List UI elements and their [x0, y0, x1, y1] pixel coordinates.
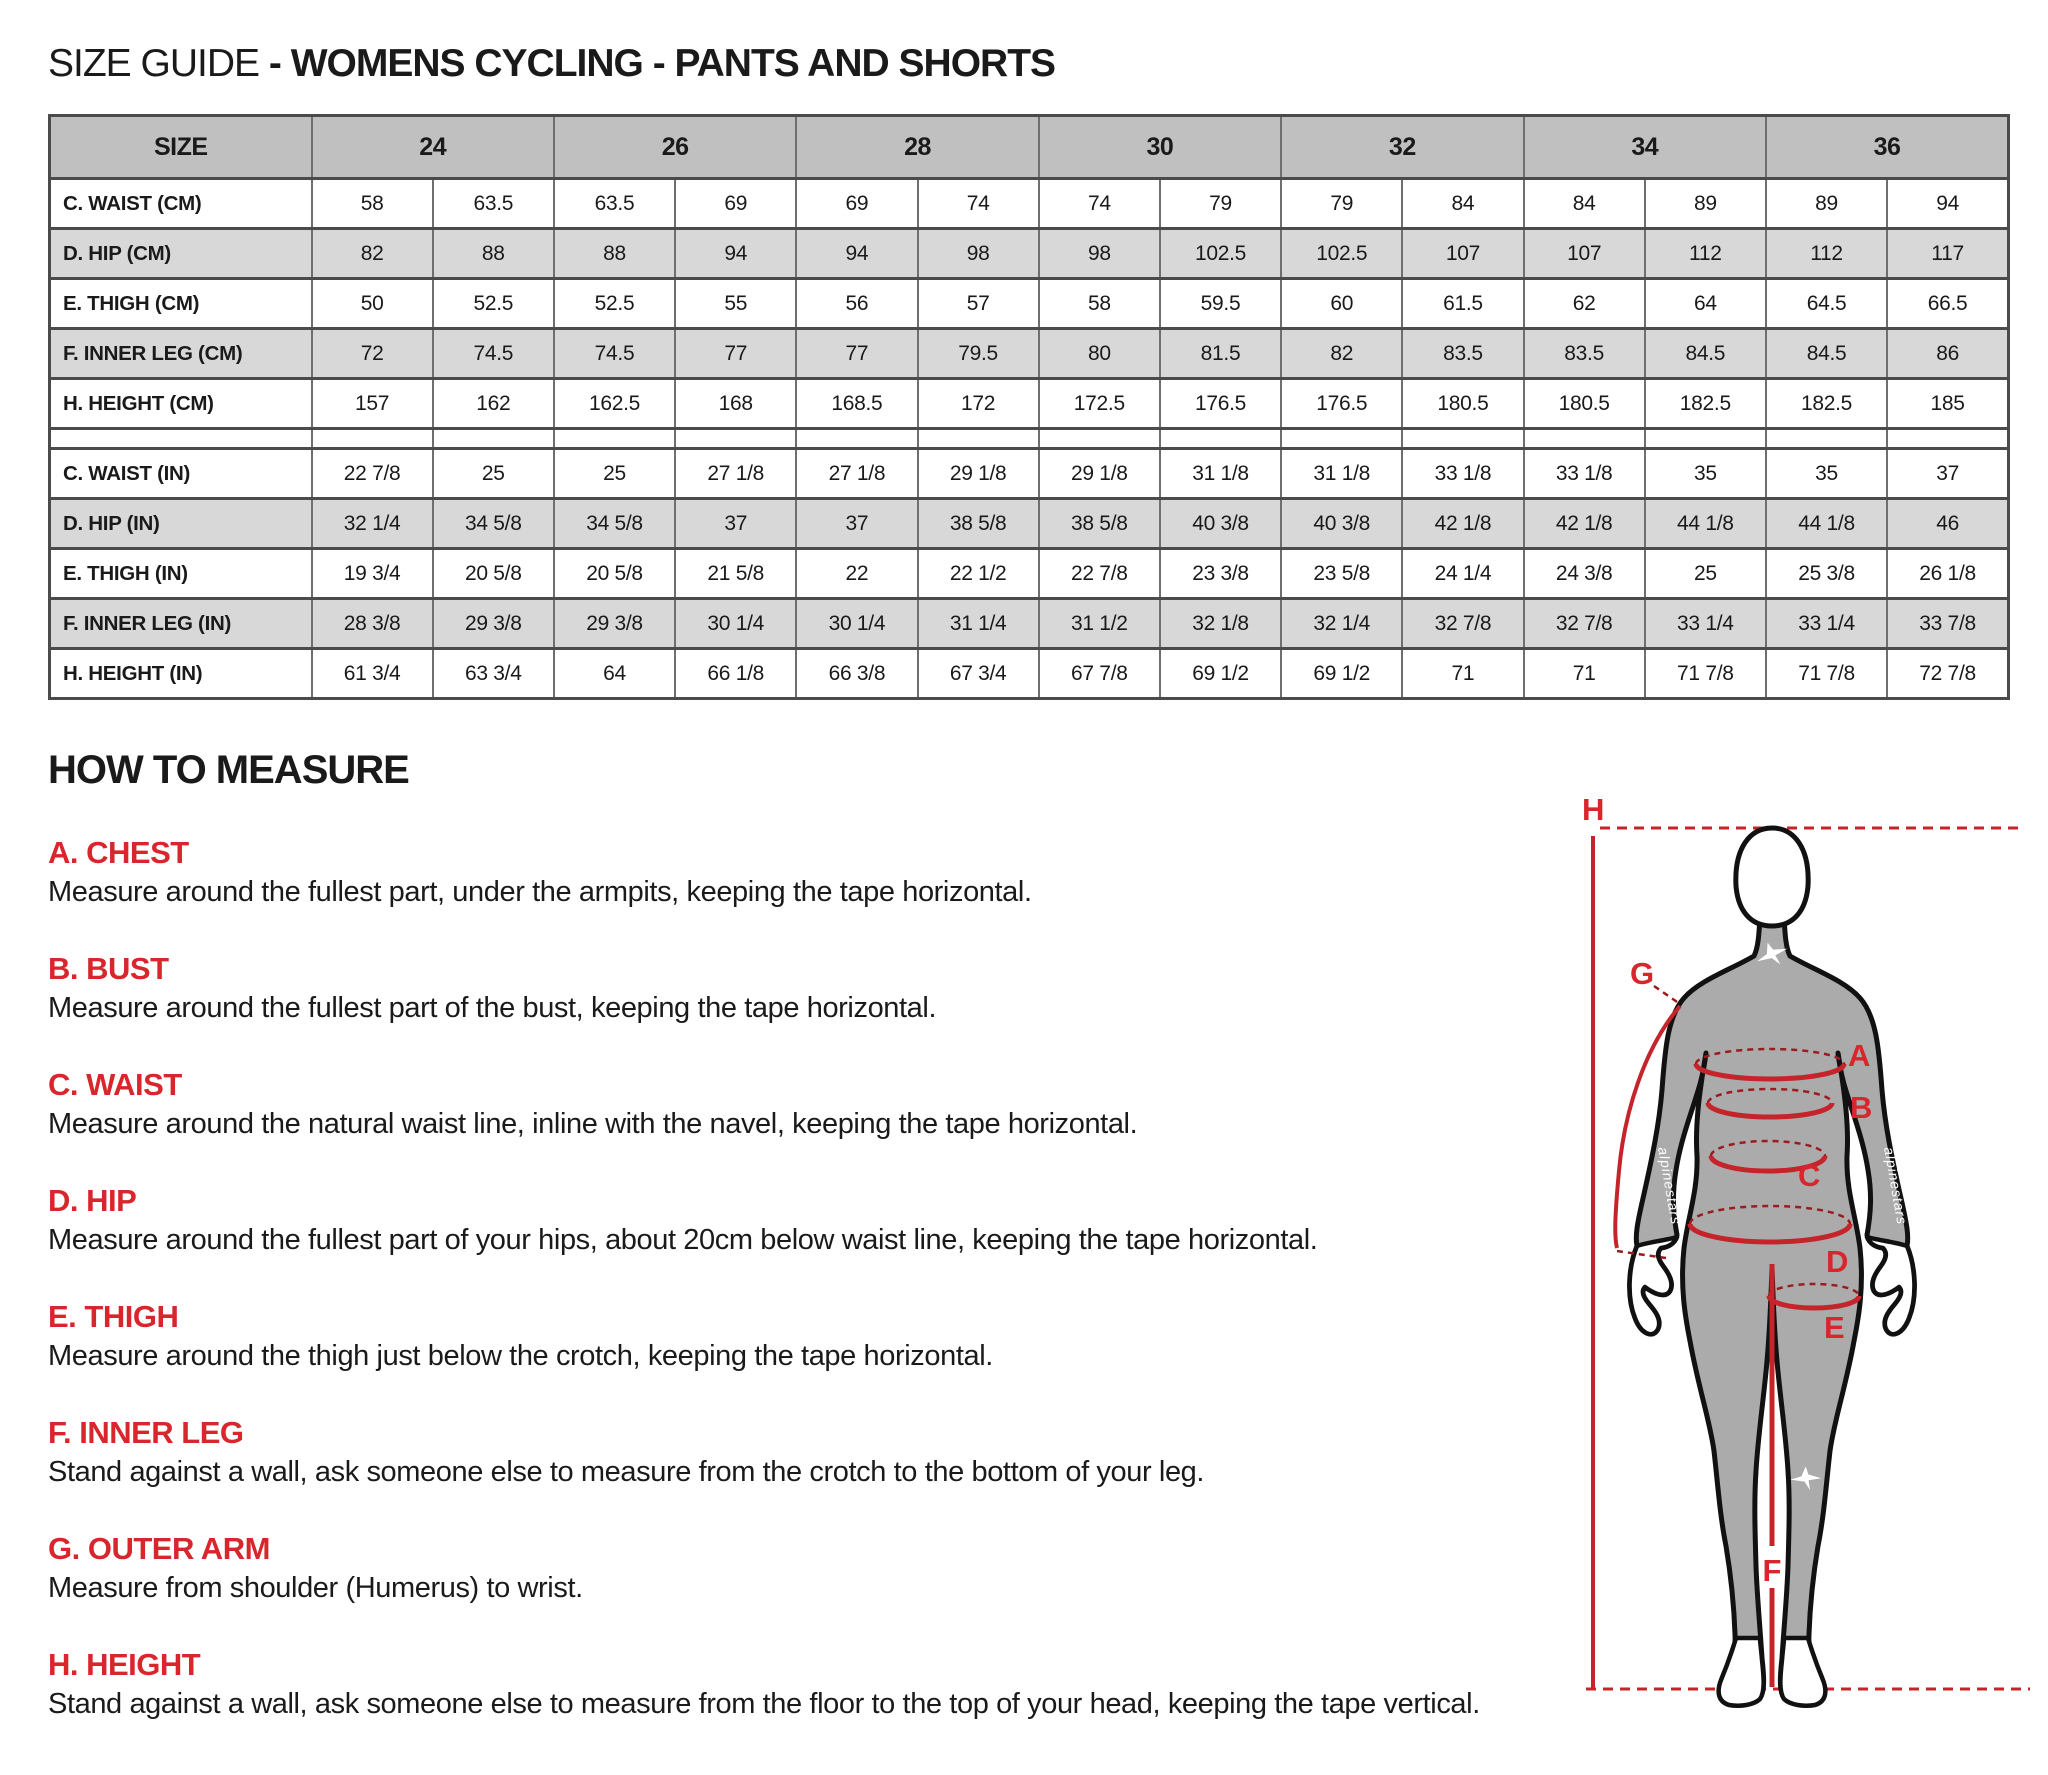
size-value-cell: 117 — [1887, 229, 2008, 279]
spacer-cell — [796, 429, 917, 449]
height-label: H — [1582, 796, 1605, 827]
size-value-cell: 25 — [433, 449, 554, 499]
size-value-cell: 44 1/8 — [1766, 499, 1887, 549]
size-value-cell: 67 3/4 — [918, 649, 1039, 699]
bust-label: B — [1850, 1090, 1873, 1125]
size-value-cell: 61.5 — [1402, 279, 1523, 329]
size-value-cell: 63.5 — [554, 179, 675, 229]
size-value-cell: 29 1/8 — [1039, 449, 1160, 499]
size-value-cell: 84.5 — [1766, 329, 1887, 379]
size-value-cell: 20 5/8 — [433, 549, 554, 599]
spacer-cell — [312, 429, 433, 449]
size-value-cell: 32 7/8 — [1524, 599, 1645, 649]
size-value-cell: 89 — [1766, 179, 1887, 229]
table-row — [50, 279, 2009, 329]
size-value-cell: 52.5 — [554, 279, 675, 329]
measure-item-heading: B. BUST — [48, 951, 169, 986]
right-hand — [1867, 1237, 1914, 1334]
size-value-cell: 28 3/8 — [312, 599, 433, 649]
size-table — [48, 114, 2010, 700]
size-value-cell: 50 — [312, 279, 433, 329]
size-value-cell: 27 1/8 — [675, 449, 796, 499]
spacer-cell — [554, 429, 675, 449]
size-value-cell: 42 1/8 — [1402, 499, 1523, 549]
measure-item-heading: G. OUTER ARM — [48, 1531, 270, 1566]
size-value-cell: 58 — [312, 179, 433, 229]
hip-label: D — [1826, 1244, 1849, 1279]
size-value-cell: 89 — [1645, 179, 1766, 229]
measurement-figure — [1578, 796, 2048, 1746]
size-value-cell: 77 — [675, 329, 796, 379]
size-value-cell: 31 1/8 — [1281, 449, 1402, 499]
size-column-header: 26 — [554, 116, 796, 179]
size-value-cell: 162.5 — [554, 379, 675, 429]
measure-item-heading: H. HEIGHT — [48, 1647, 201, 1682]
spacer-cell — [675, 429, 796, 449]
instructions-list — [48, 835, 1528, 1721]
how-to-measure-section — [48, 700, 2010, 1721]
size-value-cell: 84 — [1524, 179, 1645, 229]
size-value-cell: 94 — [796, 229, 917, 279]
size-value-cell: 176.5 — [1281, 379, 1402, 429]
size-value-cell: 172.5 — [1039, 379, 1160, 429]
size-value-cell: 157 — [312, 379, 433, 429]
size-value-cell: 33 1/8 — [1402, 449, 1523, 499]
size-value-cell: 22 1/2 — [918, 549, 1039, 599]
how-to-measure-title: HOW TO MEASURE — [48, 748, 409, 792]
page-title-prefix: SIZE GUIDE — [48, 42, 269, 85]
size-column-header: 36 — [1766, 116, 2009, 179]
measure-item-heading: D. HIP — [48, 1183, 137, 1218]
head — [1736, 828, 1808, 926]
measure-item-heading: C. WAIST — [48, 1067, 182, 1102]
measure-item-heading: E. THIGH — [48, 1299, 179, 1334]
measure-item-text: Measure around the fullest part, under the armpits, keeping the tape horizontal. — [48, 876, 1032, 908]
size-value-cell: 23 3/8 — [1160, 549, 1281, 599]
size-value-cell: 22 7/8 — [1039, 549, 1160, 599]
size-value-cell: 25 — [1645, 549, 1766, 599]
table-row — [50, 499, 2009, 549]
size-value-cell: 182.5 — [1766, 379, 1887, 429]
size-value-cell: 19 3/4 — [312, 549, 433, 599]
measure-item-text: Stand against a wall, ask someone else to measure from the floor to the top of your head, keeping the tape vertical. — [48, 1688, 1480, 1720]
size-value-cell: 27 1/8 — [796, 449, 917, 499]
spacer-cell — [918, 429, 1039, 449]
size-value-cell: 31 1/8 — [1160, 449, 1281, 499]
measure-item-text: Measure around the thigh just below the crotch, keeping the tape horizontal. — [48, 1340, 993, 1372]
size-value-cell: 180.5 — [1402, 379, 1523, 429]
size-value-cell: 57 — [918, 279, 1039, 329]
measurement-figure-svg — [1578, 796, 2048, 1746]
size-value-cell: 98 — [1039, 229, 1160, 279]
size-value-cell: 32 7/8 — [1402, 599, 1523, 649]
size-value-cell: 33 1/4 — [1766, 599, 1887, 649]
size-value-cell: 74.5 — [433, 329, 554, 379]
size-value-cell: 82 — [1281, 329, 1402, 379]
spacer-row — [50, 429, 2009, 449]
size-value-cell: 172 — [918, 379, 1039, 429]
size-value-cell: 88 — [433, 229, 554, 279]
thigh-label: E — [1824, 1310, 1845, 1345]
size-value-cell: 69 1/2 — [1281, 649, 1402, 699]
size-value-cell: 24 3/8 — [1524, 549, 1645, 599]
size-value-cell: 61 3/4 — [312, 649, 433, 699]
row-label: E. THIGH (CM) — [50, 279, 312, 329]
size-value-cell: 84.5 — [1645, 329, 1766, 379]
size-column-header: 34 — [1524, 116, 1766, 179]
size-value-cell: 71 — [1524, 649, 1645, 699]
spacer-cell — [1039, 429, 1160, 449]
size-value-cell: 52.5 — [433, 279, 554, 329]
spacer-cell — [1887, 429, 2008, 449]
size-value-cell: 74 — [1039, 179, 1160, 229]
size-value-cell: 40 3/8 — [1160, 499, 1281, 549]
size-value-cell: 29 3/8 — [433, 599, 554, 649]
table-row — [50, 379, 2009, 429]
outer-arm-label: G — [1630, 956, 1655, 991]
left-sleeve-logo: alpinestars — [1655, 1145, 1685, 1227]
table-row — [50, 649, 2009, 699]
size-value-cell: 42 1/8 — [1524, 499, 1645, 549]
size-value-cell: 32 1/4 — [312, 499, 433, 549]
outer-arm-dashed-connector-top — [1654, 986, 1680, 1004]
size-value-cell: 63.5 — [433, 179, 554, 229]
size-value-cell: 77 — [796, 329, 917, 379]
size-value-cell: 69 — [675, 179, 796, 229]
size-value-cell: 26 1/8 — [1887, 549, 2008, 599]
right-sleeve-logo: alpinestars — [1881, 1145, 1911, 1227]
size-value-cell: 31 1/4 — [918, 599, 1039, 649]
spacer-cell — [1402, 429, 1523, 449]
size-value-cell: 83.5 — [1524, 329, 1645, 379]
row-label: F. INNER LEG (CM) — [50, 329, 312, 379]
spacer-cell — [433, 429, 554, 449]
waist-label: C — [1798, 1158, 1821, 1193]
table-row — [50, 599, 2009, 649]
size-value-cell: 23 5/8 — [1281, 549, 1402, 599]
size-value-cell: 86 — [1887, 329, 2008, 379]
size-value-cell: 25 3/8 — [1766, 549, 1887, 599]
size-value-cell: 60 — [1281, 279, 1402, 329]
size-value-cell: 69 — [796, 179, 917, 229]
measure-item-text: Measure from shoulder (Humerus) to wrist. — [48, 1572, 583, 1604]
size-value-cell: 38 5/8 — [918, 499, 1039, 549]
size-value-cell: 30 1/4 — [675, 599, 796, 649]
size-value-cell: 168.5 — [796, 379, 917, 429]
size-value-cell: 34 5/8 — [554, 499, 675, 549]
size-value-cell: 71 — [1402, 649, 1523, 699]
size-value-cell: 81.5 — [1160, 329, 1281, 379]
size-value-cell: 102.5 — [1281, 229, 1402, 279]
size-value-cell: 112 — [1766, 229, 1887, 279]
left-hand — [1630, 1237, 1677, 1334]
spacer-cell — [1645, 429, 1766, 449]
size-value-cell: 63 3/4 — [433, 649, 554, 699]
table-row — [50, 449, 2009, 499]
measure-item-text: Stand against a wall, ask someone else to measure from the crotch to the bottom of your leg. — [48, 1456, 1205, 1488]
size-value-cell: 20 5/8 — [554, 549, 675, 599]
size-column-header: 32 — [1281, 116, 1523, 179]
size-value-cell: 82 — [312, 229, 433, 279]
size-value-cell: 59.5 — [1160, 279, 1281, 329]
page-title — [48, 42, 2010, 86]
size-value-cell: 21 5/8 — [675, 549, 796, 599]
measure-item-heading: F. INNER LEG — [48, 1415, 244, 1450]
size-value-cell: 98 — [918, 229, 1039, 279]
row-label: C. WAIST (CM) — [50, 179, 312, 229]
size-value-cell: 25 — [554, 449, 675, 499]
right-foot — [1780, 1638, 1825, 1706]
size-value-cell: 64 — [1645, 279, 1766, 329]
size-value-cell: 88 — [554, 229, 675, 279]
row-label: D. HIP (CM) — [50, 229, 312, 279]
size-value-cell: 72 — [312, 329, 433, 379]
inner-leg-label: F — [1762, 1553, 1782, 1588]
size-value-cell: 74.5 — [554, 329, 675, 379]
size-value-cell: 34 5/8 — [433, 499, 554, 549]
size-value-cell: 66 3/8 — [796, 649, 917, 699]
size-value-cell: 66 1/8 — [675, 649, 796, 699]
size-value-cell: 30 1/4 — [796, 599, 917, 649]
size-value-cell: 112 — [1645, 229, 1766, 279]
measure-item-text: Measure around the fullest part of the bust, keeping the tape horizontal. — [48, 992, 937, 1024]
size-value-cell: 69 1/2 — [1160, 649, 1281, 699]
row-label: D. HIP (IN) — [50, 499, 312, 549]
row-label: E. THIGH (IN) — [50, 549, 312, 599]
spacer-cell — [1766, 429, 1887, 449]
size-value-cell: 29 1/8 — [918, 449, 1039, 499]
row-label: H. HEIGHT (IN) — [50, 649, 312, 699]
size-value-cell: 37 — [1887, 449, 2008, 499]
measure-item-heading: A. CHEST — [48, 835, 189, 870]
size-value-cell: 72 7/8 — [1887, 649, 2008, 699]
size-value-cell: 32 1/8 — [1160, 599, 1281, 649]
size-value-cell: 58 — [1039, 279, 1160, 329]
table-row — [50, 329, 2009, 379]
size-value-cell: 56 — [796, 279, 917, 329]
size-value-cell: 22 7/8 — [312, 449, 433, 499]
size-value-cell: 44 1/8 — [1645, 499, 1766, 549]
size-value-cell: 35 — [1645, 449, 1766, 499]
size-value-cell: 64 — [554, 649, 675, 699]
size-value-cell: 22 — [796, 549, 917, 599]
size-value-cell: 84 — [1402, 179, 1523, 229]
size-value-cell: 37 — [675, 499, 796, 549]
table-row — [50, 229, 2009, 279]
size-value-cell: 71 7/8 — [1645, 649, 1766, 699]
size-value-cell: 107 — [1402, 229, 1523, 279]
size-value-cell: 94 — [675, 229, 796, 279]
size-value-cell: 66.5 — [1887, 279, 2008, 329]
size-value-cell: 79 — [1160, 179, 1281, 229]
size-value-cell: 94 — [1887, 179, 2008, 229]
size-value-cell: 55 — [675, 279, 796, 329]
size-value-cell: 35 — [1766, 449, 1887, 499]
size-value-cell: 80 — [1039, 329, 1160, 379]
size-value-cell: 29 3/8 — [554, 599, 675, 649]
size-value-cell: 46 — [1887, 499, 2008, 549]
spacer-cell — [50, 429, 312, 449]
size-value-cell: 162 — [433, 379, 554, 429]
size-value-cell: 182.5 — [1645, 379, 1766, 429]
table-row — [50, 179, 2009, 229]
table-row — [50, 549, 2009, 599]
measure-item-text: Measure around the fullest part of your hips, about 20cm below waist line, keeping the tape horizontal. — [48, 1224, 1318, 1256]
size-value-cell: 32 1/4 — [1281, 599, 1402, 649]
row-label: F. INNER LEG (IN) — [50, 599, 312, 649]
size-value-cell: 24 1/4 — [1402, 549, 1523, 599]
size-value-cell: 185 — [1887, 379, 2008, 429]
size-value-cell: 176.5 — [1160, 379, 1281, 429]
size-value-cell: 33 1/8 — [1524, 449, 1645, 499]
spacer-cell — [1160, 429, 1281, 449]
size-value-cell: 107 — [1524, 229, 1645, 279]
size-value-cell: 64.5 — [1766, 279, 1887, 329]
size-value-cell: 180.5 — [1524, 379, 1645, 429]
size-value-cell: 71 7/8 — [1766, 649, 1887, 699]
size-column-header: 24 — [312, 116, 554, 179]
measure-item-text: Measure around the natural waist line, inline with the navel, keeping the tape horizontal. — [48, 1108, 1138, 1140]
size-value-cell: 31 1/2 — [1039, 599, 1160, 649]
size-column-header: 28 — [796, 116, 1038, 179]
row-label: C. WAIST (IN) — [50, 449, 312, 499]
size-value-cell: 33 1/4 — [1645, 599, 1766, 649]
size-value-cell: 37 — [796, 499, 917, 549]
size-value-cell: 168 — [675, 379, 796, 429]
size-value-cell: 40 3/8 — [1281, 499, 1402, 549]
page-title-emphasis: - WOMENS CYCLING - PANTS AND SHORTS — [268, 42, 1056, 85]
size-value-cell: 102.5 — [1160, 229, 1281, 279]
size-value-cell: 62 — [1524, 279, 1645, 329]
size-value-cell: 67 7/8 — [1039, 649, 1160, 699]
row-label: H. HEIGHT (CM) — [50, 379, 312, 429]
size-column-header: 30 — [1039, 116, 1281, 179]
left-foot — [1719, 1638, 1764, 1706]
spacer-cell — [1524, 429, 1645, 449]
size-corner-header: SIZE — [50, 116, 312, 179]
size-value-cell: 33 7/8 — [1887, 599, 2008, 649]
size-value-cell: 74 — [918, 179, 1039, 229]
size-value-cell: 79 — [1281, 179, 1402, 229]
table-header-row — [50, 116, 2009, 179]
size-value-cell: 79.5 — [918, 329, 1039, 379]
chest-label: A — [1848, 1038, 1871, 1073]
spacer-cell — [1281, 429, 1402, 449]
size-value-cell: 83.5 — [1402, 329, 1523, 379]
size-value-cell: 38 5/8 — [1039, 499, 1160, 549]
